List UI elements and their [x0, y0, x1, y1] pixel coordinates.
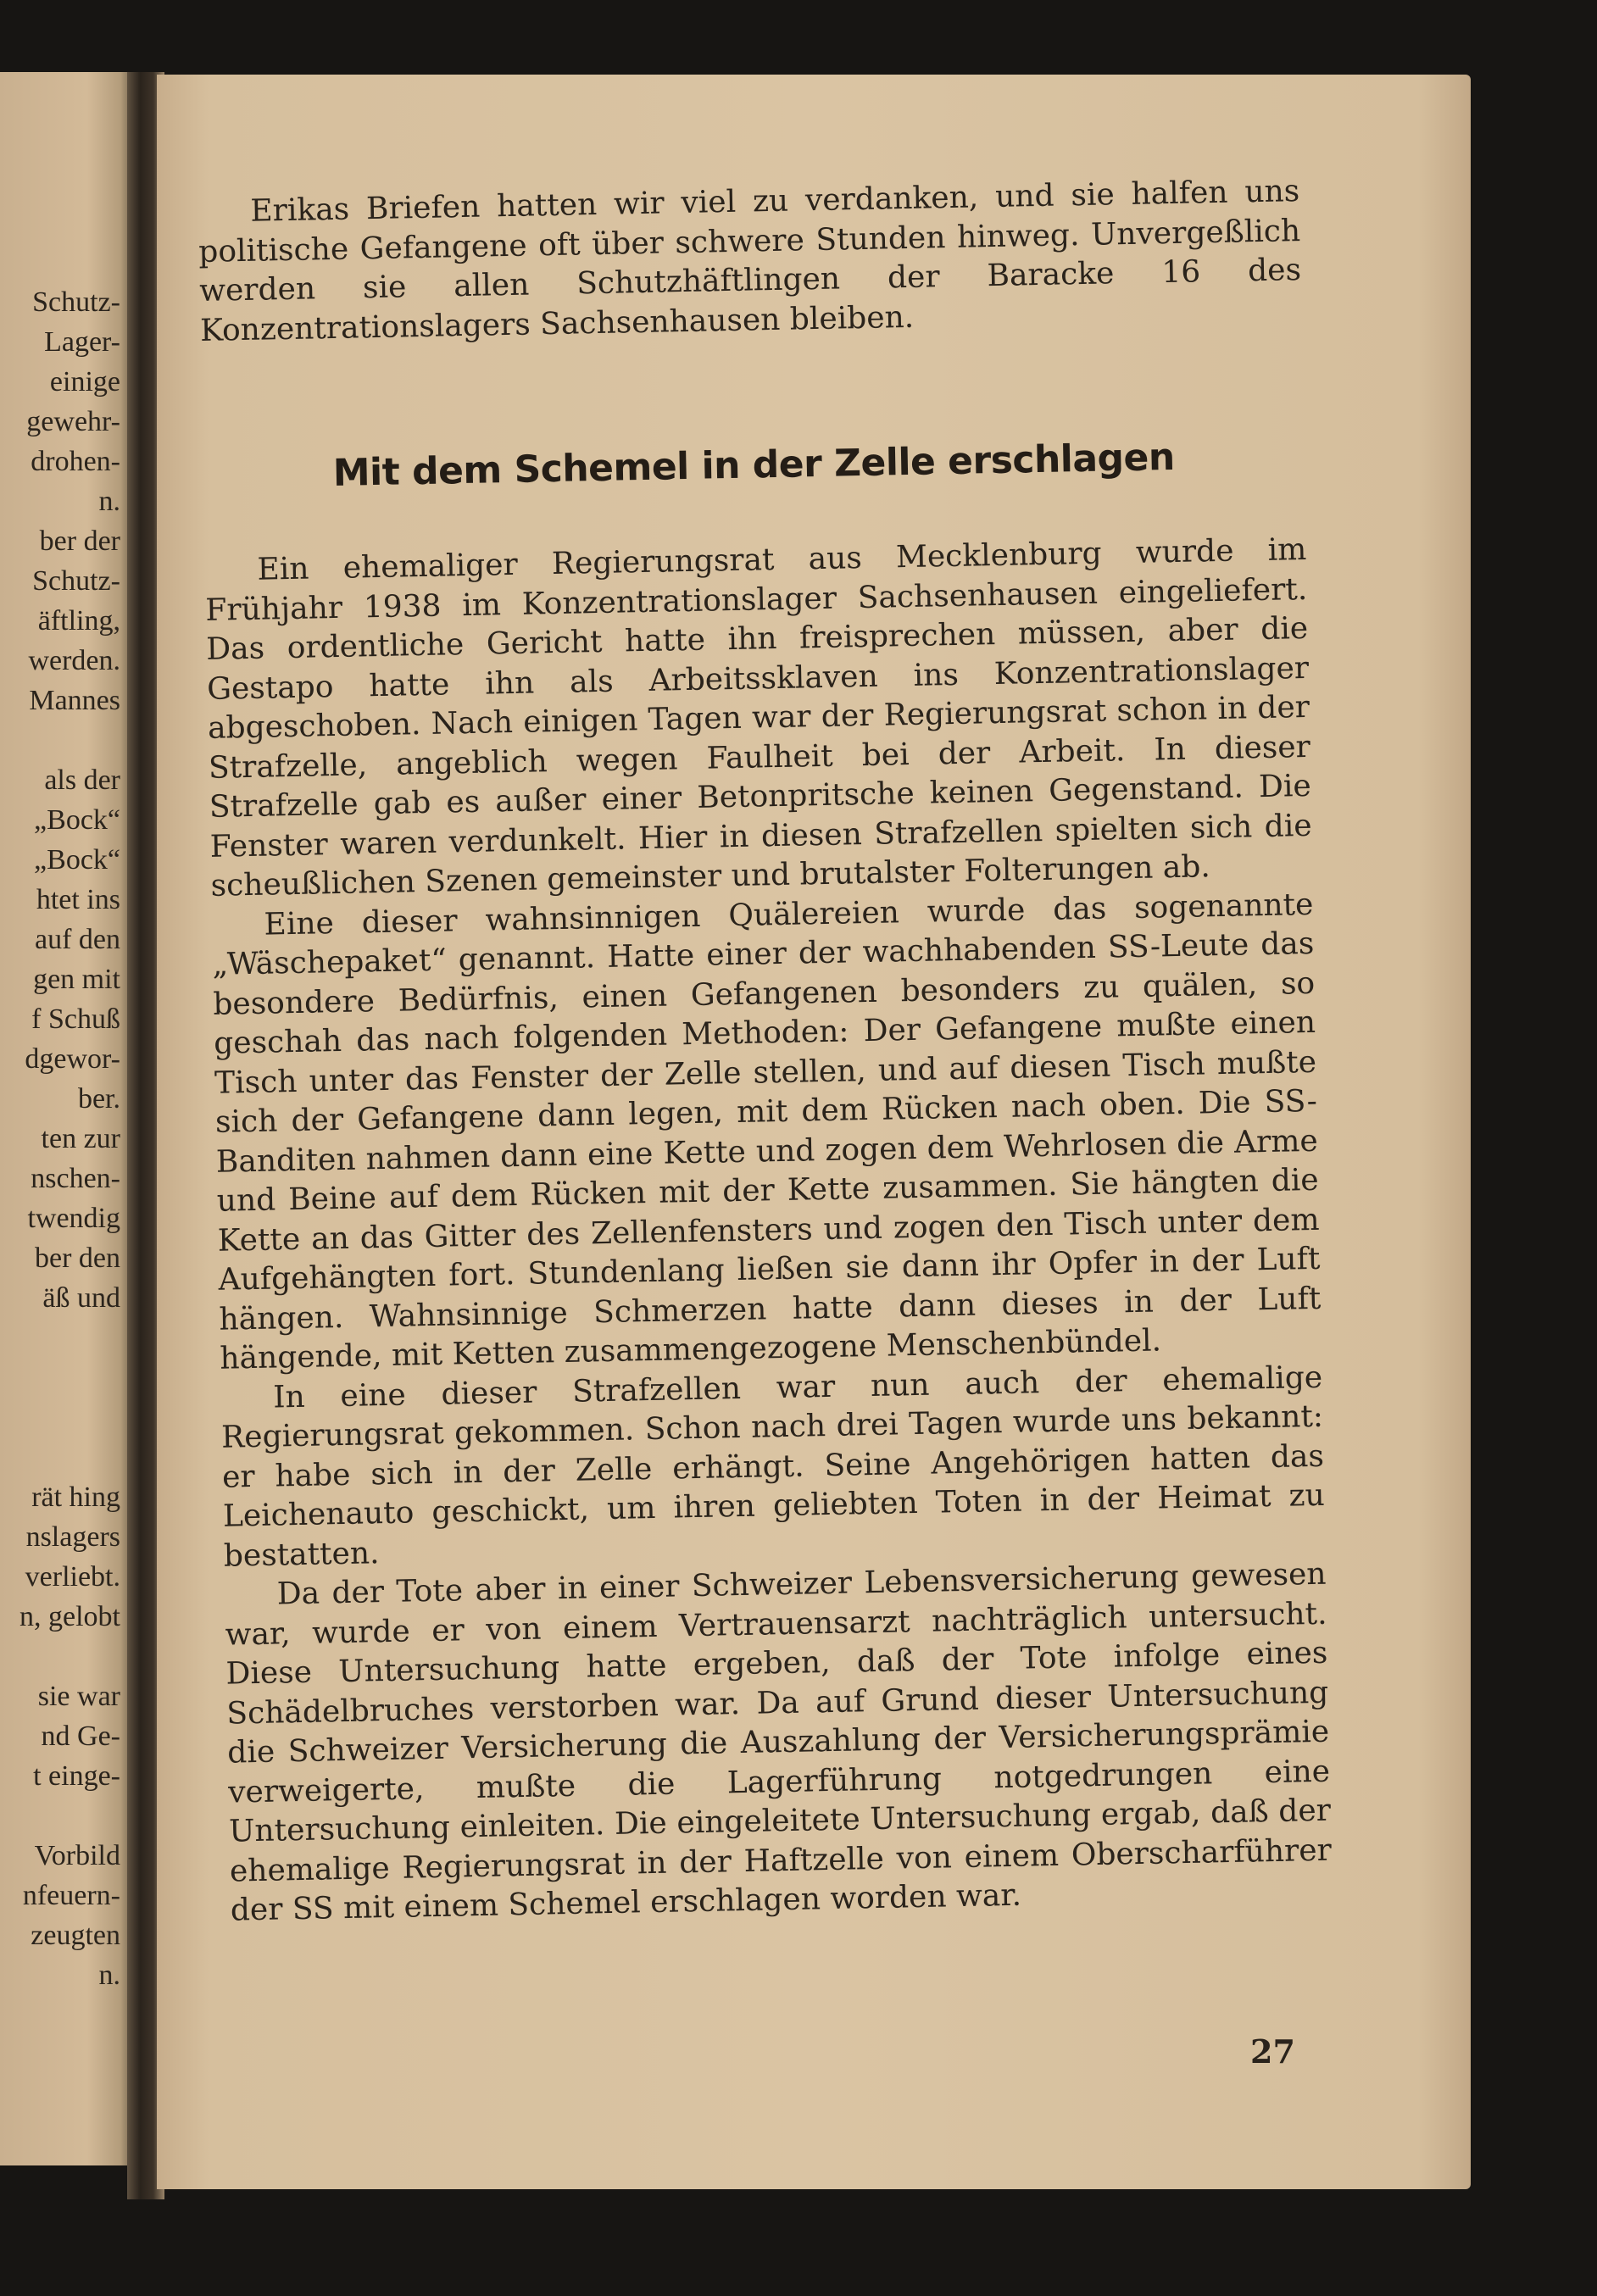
- previous-page-line: [19, 720, 120, 760]
- previous-page-line: ber den: [34, 1243, 120, 1274]
- previous-page-line: äß und: [42, 1282, 120, 1314]
- previous-page-text-fragments: [19, 282, 120, 1995]
- previous-page-line: [19, 1796, 120, 1836]
- previous-page-line: sie war: [37, 1681, 120, 1712]
- previous-page-line: ber.: [77, 1083, 120, 1115]
- previous-page-line: nfeuern-: [22, 1880, 120, 1911]
- previous-page-line: nschen-: [31, 1163, 120, 1194]
- intro-paragraph: Erikas Briefen hatten wir viel zu verdanken, und sie halfen uns politische Gefangene oft über schwere Stunden hinweg. Unvergeßlich werden sie allen Schutzhäftlingen der Baracke 16 des Konzentrationslagers Sachsenhausen bleiben.: [198, 174, 1302, 348]
- section-heading: Mit dem Schemel in der Zelle erschlagen: [332, 435, 1176, 495]
- previous-page-line: auf den: [34, 924, 120, 955]
- previous-page-line: Lager-: [44, 326, 120, 358]
- previous-page-line: [19, 1398, 120, 1437]
- previous-page-line: Mannes: [29, 685, 120, 716]
- previous-page-line: n.: [98, 1960, 120, 1991]
- previous-page-line: rät hing: [31, 1482, 120, 1513]
- previous-page-line: htet ins: [36, 884, 120, 915]
- previous-page-line: ber der: [39, 525, 120, 557]
- previous-page-line: [19, 1358, 120, 1398]
- body-paragraph: Eine dieser wahnsinnigen Quälereien wurde das sogenannte „Wäschepaket“ genannt. Hatte einer der wachhabenden SS-Leute das besondere Bedürfnis, einen Gefangenen besonders zu quälen, so geschah das nach folgenden Methoden: Der Gefangene mußte einen Tisch unter das Fenster der Zelle stellen, und auf diesen Tisch mußte sich der Gefangene dann legen, mit dem Rücken nach oben. Die SS-Banditen nahmen dann eine Kette und zogen dem Wehrlosen die Arme und Beine auf dem Rücken mit der Kette zusammen. Sie hängten die Kette an das Gitter des Zellenfensters und zogen den Tisch unter dem Aufgehängten fort. Stundenlang ließen sie dann ihr Opfer in der Luft hängen. Wahnsinnige Schmerzen hatte dann dieses in der Luft hängende, mit Ketten zusammengezogene Menschenbündel.: [212, 887, 1322, 1376]
- previous-page-line: werden.: [28, 645, 120, 676]
- previous-page-line: gen mit: [33, 964, 120, 995]
- previous-page-line: [19, 1437, 120, 1477]
- previous-page-line: nslagers: [25, 1521, 120, 1553]
- previous-page-line: t einge-: [33, 1760, 120, 1792]
- previous-page-line: einige: [49, 366, 120, 397]
- body-paragraph: In eine dieser Strafzellen war nun auch der ehemalige Regierungsrat gekommen. Schon nach drei Tagen wurde uns bekannt: er habe sich in der Zelle erhängt. Seine Angehörigen hatten das Leichenauto geschickt, um ihren geliebten Toten in der Heimat zu bestatten.: [220, 1359, 1326, 1574]
- previous-page-line: ten zur: [41, 1123, 120, 1154]
- previous-page-line: „Bock“: [34, 804, 120, 836]
- previous-page-line: als der: [44, 764, 120, 796]
- previous-page-line: „Bock“: [34, 844, 120, 876]
- page-number: 27: [1250, 2032, 1295, 2071]
- previous-page-line: zeugten: [31, 1920, 120, 1951]
- previous-page-line: verliebt.: [25, 1561, 120, 1593]
- previous-page-line: Schutz-: [32, 286, 120, 318]
- previous-page-line: n, gelobt: [19, 1601, 120, 1632]
- previous-page-line: twendig: [27, 1203, 120, 1234]
- previous-page-line: f Schuß: [31, 1003, 120, 1035]
- previous-page-line: n.: [98, 486, 120, 517]
- previous-page-line: äftling,: [37, 605, 120, 637]
- previous-page-line: [19, 1637, 120, 1676]
- previous-page-line: dgewor-: [25, 1043, 120, 1075]
- book-page: [157, 75, 1471, 2189]
- page-content: [198, 172, 1333, 1931]
- body-paragraph: Da der Tote aber in einer Schweizer Lebensversicherung gewesen war, wurde er von einem Vertrauensarzt nachträglich untersucht. Diese Untersuchung hatte ergeben, daß der Tote infolge eines Schädelbruches verstorben war. Da auf Grund dieser Untersuchung die Schweizer Versicherung die Auszahlung der Versicherungsprämie verweigerte, mußte die Lagerführung notgedrungen eine Untersuchung einleiten. Die eingeleitete Untersuchung ergab, daß der ehemalige Regierungsrat in der Haftzelle von einem Oberscharführer der SS mit einem Schemel erschlagen worden war.: [225, 1556, 1333, 1928]
- previous-page-fragment: [0, 72, 134, 2165]
- previous-page-line: nd Ge-: [41, 1721, 120, 1752]
- previous-page-line: Schutz-: [32, 565, 120, 597]
- previous-page-line: [19, 1318, 120, 1358]
- body-paragraph: Ein ehemaliger Regierungsrat aus Mecklenburg wurde im Frühjahr 1938 im Konzentrationslager Sachsenhausen eingeliefert. Das ordentliche Gericht hatte ihn freisprechen müssen, aber die Gestapo hatte ihn als Arbeitssklaven ins Konzentrationslager abgeschoben. Nach einigen Tagen war der Regierungsrat schon in der Strafzelle, angeblich wegen Faulheit bei der Arbeit. In dieser Strafzelle gab es außer einer Betonpritsche keinen Gegenstand. Die Fenster waren verdunkelt. Hier in diesen Strafzellen spielten sich die scheußlichen Szenen gemeinster und brutalster Folterungen ab.: [205, 531, 1312, 903]
- previous-page-line: drohen-: [31, 446, 120, 477]
- previous-page-line: gewehr-: [26, 406, 120, 437]
- previous-page-line: Vorbild: [34, 1840, 120, 1871]
